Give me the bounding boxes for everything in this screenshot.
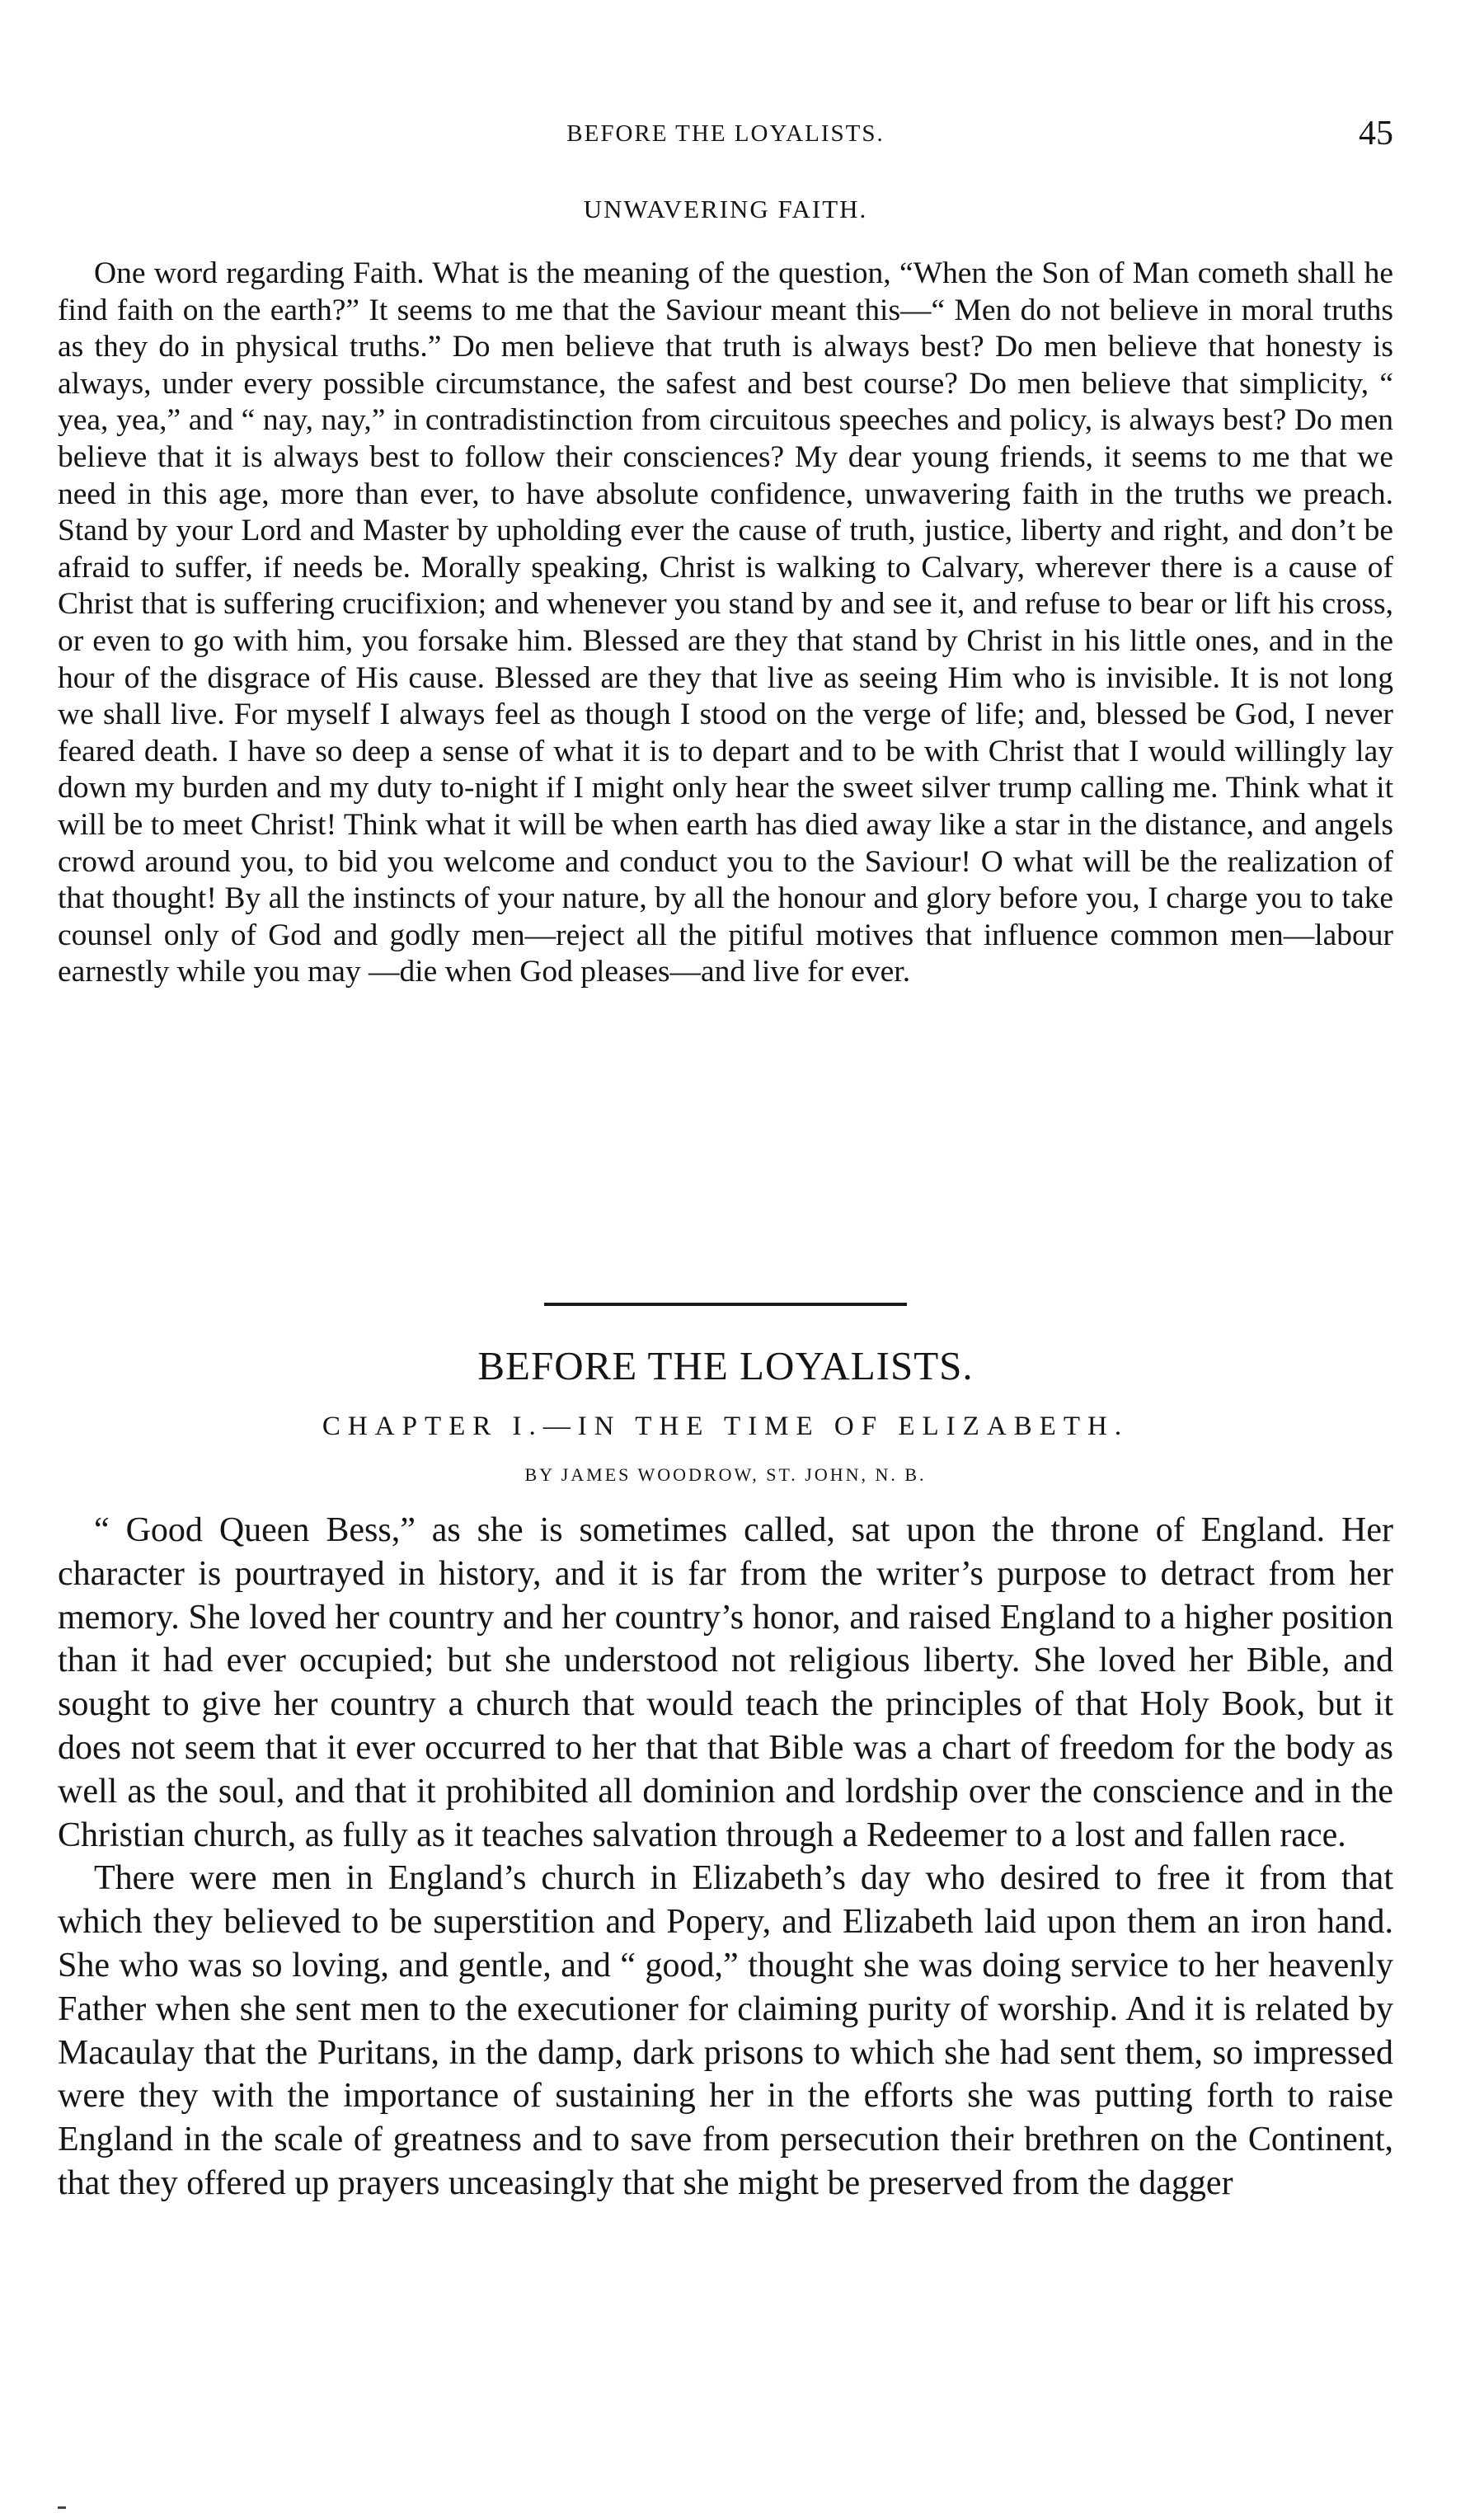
page-number: 45 [1359, 115, 1393, 153]
article-title: BEFORE THE LOYALISTS. [477, 1343, 974, 1388]
section-body-unwavering-faith [58, 256, 1393, 991]
chapter-heading: CHAPTER I.—IN THE TIME OF ELIZABETH. [322, 1412, 1129, 1441]
paragraph: “ Good Queen Bess,” as she is sometimes called, sat upon the throne of England. Her character is pourtrayed in history, and it is far from the writer’s purpose to detract from her memory. She loved her country and her country’s honor, and raised England to a higher position than it had ever occupied; but she understood not religious liberty. She loved her Bible, and sought to give her country a church that would teach the principles of that Holy Book, but it does not seem that it ever occurred to her that that Bible was a chart of freedom for the body as well as the soul, and that it prohibited all dominion and lordship over the conscience and in the Christian church, as fully as it teaches salvation through a Redeemer to a lost and fallen race. [58, 1511, 1393, 1854]
paragraph: One word regarding Faith. What is the meaning of the question, “When the Son of Man cometh shall he find faith on the earth?” It seems to me that the Saviour meant this—“ Men do not believe in moral truths as they do in physical truths.” Do men believe that truth is always best? Do men believe that honesty is always, under every possible circumstance, the safest and best course? Do men believe that simplicity, “ yea, yea,” and “ nay, nay,” in contradistinction from circuitous speeches and policy, is always best? Do men believe that it is always best to follow their consciences? My dear young friends, it seems to me that we need in this age, more than ever, to have absolute confidence, unwavering faith in the truths we preach. Stand by your Lord and Master by upholding ever the cause of truth, justice, liberty and right, and don’t be afraid to suffer, if needs be. Morally speaking, Christ is walking to Calvary, wherever there is a cause of Christ that is suffering crucifixion; and whenever you stand by and see it, and refuse to bear or lift his cross, or even to go with him, you forsake him. Blessed are they that stand by Christ in his little ones, and in the hour of the disgrace of His cause. Blessed are they that live as seeing Him who is invisible. It is not long we shall live. For myself I always feel as though I stood on the verge of life; and, blessed be God, I never feared death. I have so deep a sense of what it is to depart and to be with Christ that I would willingly lay down my burden and my duty to-night if I might only hear the sweet silver trump calling me. Think what it will be to meet Christ! Think what it will be when earth has died away like a star in the distance, and angels crowd around you, to bid you welcome and conduct you to the Saviour! O what will be the realization of that thought! By all the instincts of your nature, by all the honour and glory before you, I charge you to take counsel only of God and godly men—reject all the pitiful motives that influence common men—labour earnestly while you may —die when God pleases—and live for ever. [58, 256, 1393, 989]
article-body [58, 1509, 1393, 2205]
page-edge-mark [58, 2506, 66, 2509]
section-title-unwavering-faith: UNWAVERING FAITH. [583, 195, 868, 223]
author-byline: BY JAMES WOODROW, ST. JOHN, N. B. [524, 1464, 927, 1485]
book-page [58, 0, 1393, 2513]
running-head [58, 114, 1393, 163]
paragraph: There were men in England’s church in Elizabeth’s day who desired to free it from that which they believed to be superstition and Popery, and Elizabeth laid upon them an iron hand. She who was so loving, and gentle, and “ good,” thought she was doing service to her heavenly Father when she sent men to the executioner for claiming purity of worship. And it is related by Macaulay that the Puritans, in the damp, dark prisons to which she had sent them, so impressed were they with the importance of sustaining her in the efforts she was putting forth to raise England in the scale of greatness and to save from persecution their brethren on the Continent, that they offered up prayers unceasingly that she might be preserved from the dagger [58, 1859, 1393, 2202]
section-divider-rule [544, 1303, 907, 1306]
running-title: BEFORE THE LOYALISTS. [566, 120, 885, 147]
